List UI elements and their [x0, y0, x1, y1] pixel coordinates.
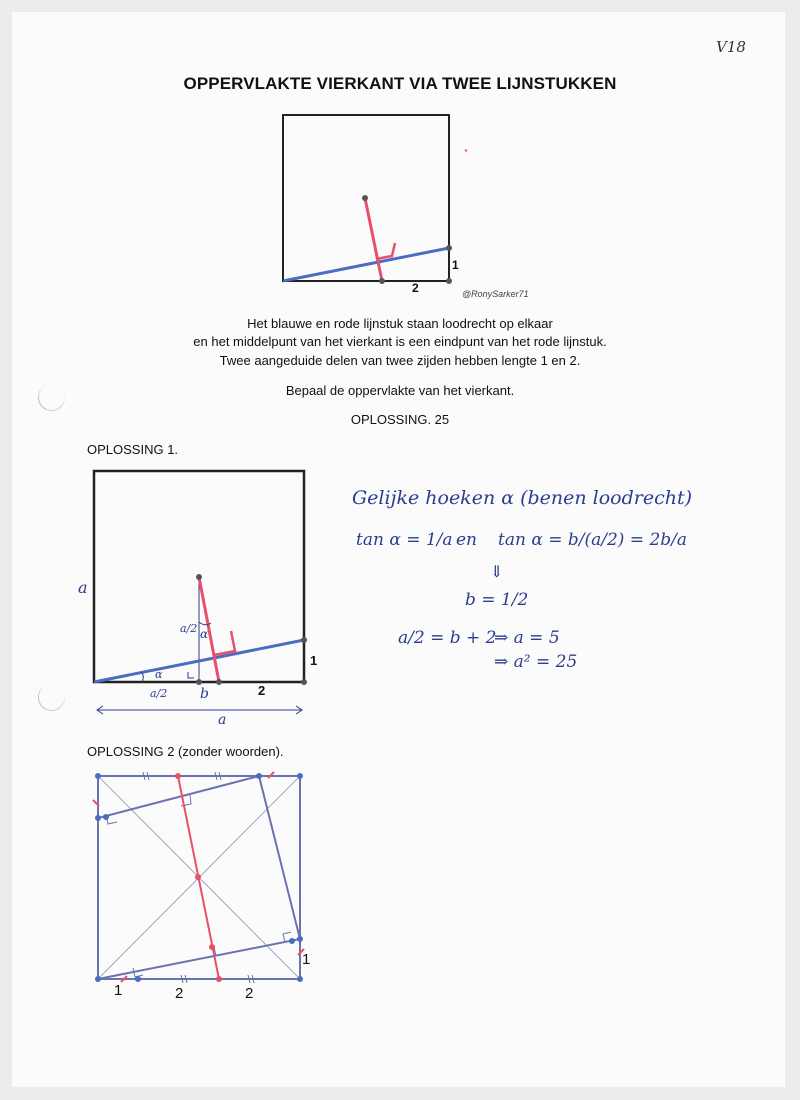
label-a-half-horizontal: a/2	[150, 687, 168, 700]
note-equation: a/2 = b + 2	[398, 628, 497, 648]
point	[297, 936, 303, 942]
solution1-heading: OPLOSSING 1.	[87, 442, 179, 457]
point	[95, 815, 101, 821]
note-line-1: Gelijke hoeken α (benen loodrecht)	[352, 487, 693, 509]
label-1-bottom: 1	[114, 982, 123, 999]
center-point	[195, 874, 201, 880]
point	[103, 814, 109, 820]
answer: OPLOSSING. 25	[350, 412, 450, 427]
label-length-1: 1	[452, 258, 459, 272]
label-alpha-top: α	[200, 627, 209, 641]
note-arrow: ⇓	[490, 562, 504, 581]
note-b-value: b = 1/2	[465, 590, 529, 610]
note-area: ⇒ a² = 25	[494, 652, 578, 672]
point	[95, 976, 101, 982]
point	[297, 773, 303, 779]
note-tan-1: tan α = 1/a	[356, 530, 453, 550]
label-1-right: 1	[302, 951, 311, 968]
label-2-bottom: 2	[175, 985, 184, 1002]
point	[289, 938, 295, 944]
point	[216, 976, 222, 982]
label-a-half-vertical: a/2	[180, 622, 198, 635]
label-a-bottom: a	[218, 712, 227, 728]
solution2-heading: OPLOSSING 2 (zonder woorden).	[87, 744, 284, 759]
label-b: b	[200, 686, 209, 702]
page-code: V18	[716, 38, 746, 56]
note-tan-2: tan α = b/(a/2) = 2b/a	[498, 530, 688, 550]
problem-line-1: Het blauwe en rode lijnstuk staan loodrecht op elkaar	[247, 316, 553, 331]
note-a-value: ⇒ a = 5	[494, 628, 560, 648]
credit: @RonySarker71	[462, 289, 529, 299]
label-a-left: a	[78, 578, 88, 597]
right-angle-marker	[133, 968, 143, 977]
point	[209, 944, 215, 950]
note-en: en	[456, 530, 478, 550]
point	[297, 976, 303, 982]
label-length-2: 2	[258, 683, 266, 698]
problem-line-3: Twee aangeduide delen van twee zijden hebben lengte 1 en 2.	[219, 353, 581, 368]
label-alpha-bottom: α	[155, 668, 163, 681]
page-title: OPPERVLAKTE VIERKANT VIA TWEE LIJNSTUKKEN	[183, 74, 617, 93]
point	[256, 773, 262, 779]
label-length-2: 2	[412, 281, 419, 295]
point	[135, 976, 141, 982]
label-length-1: 1	[310, 653, 318, 668]
point	[175, 773, 181, 779]
label-2-bottom: 2	[245, 985, 254, 1002]
problem-line-2: en het middelpunt van het vierkant is een eindpunt van het rode lijnstuk.	[193, 334, 607, 349]
question: Bepaal de oppervlakte van het vierkant.	[285, 383, 515, 398]
point	[95, 773, 101, 779]
